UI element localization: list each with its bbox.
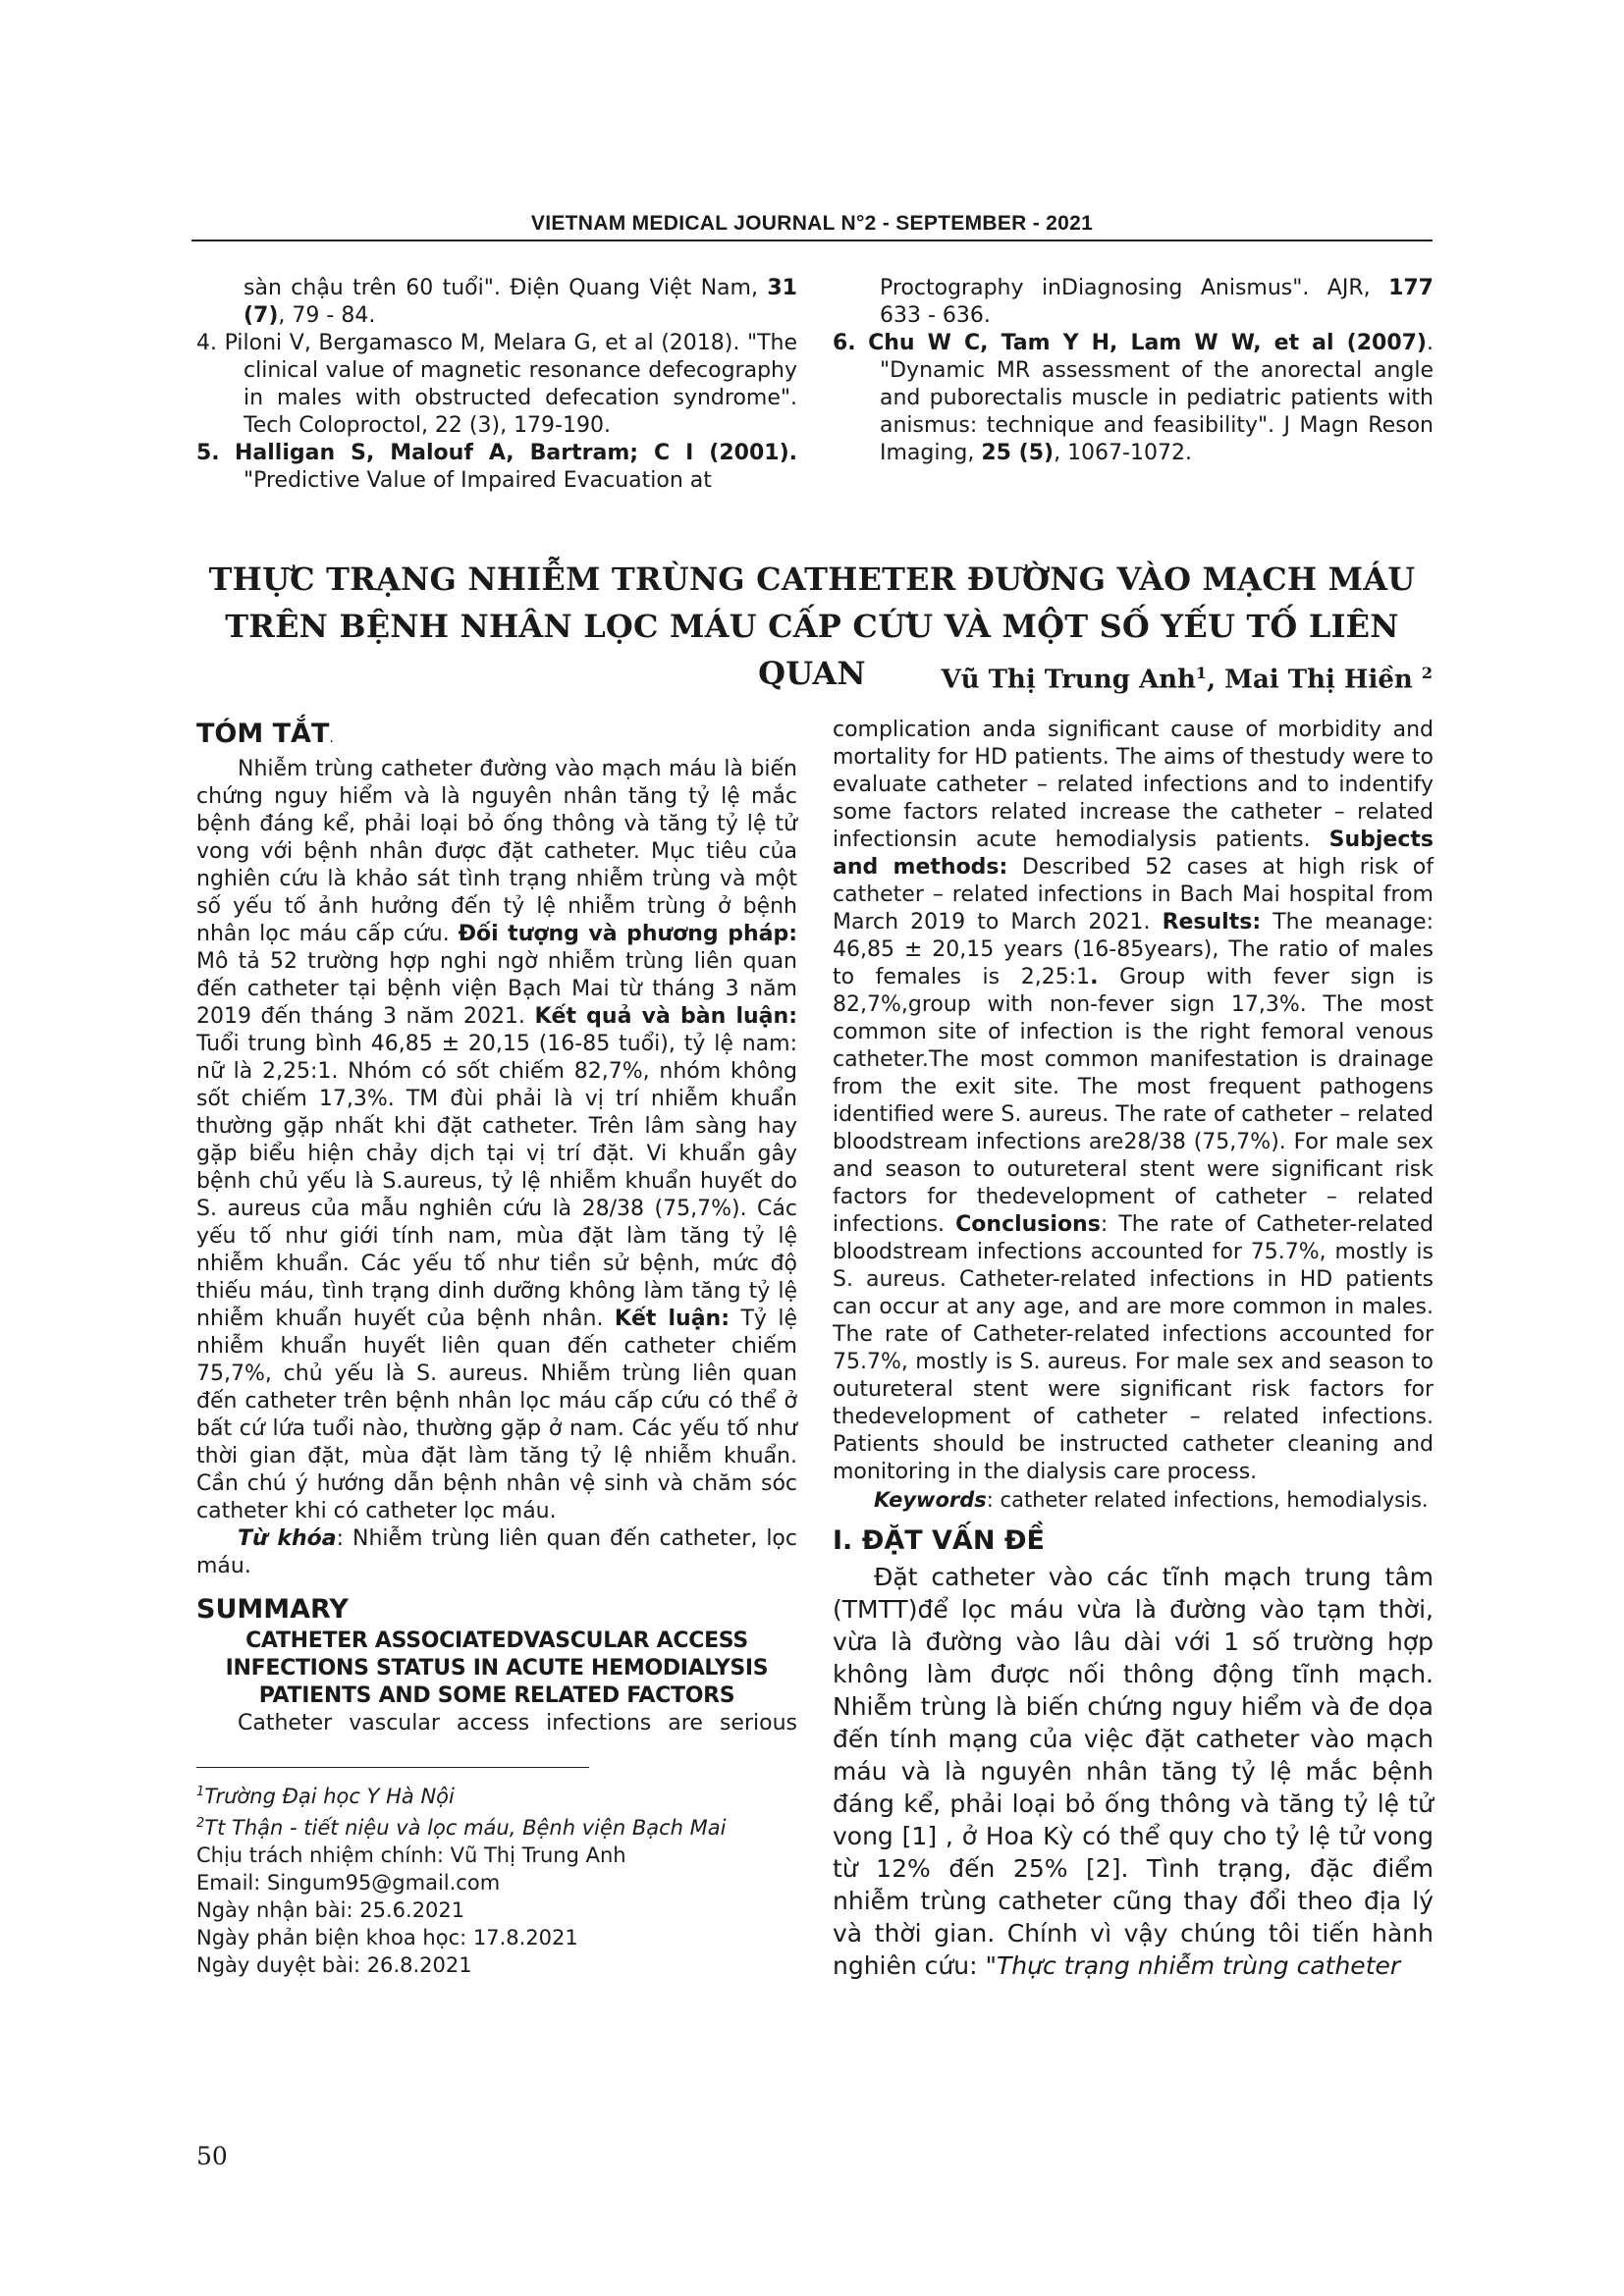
references-left <box>196 275 797 495</box>
left-column <box>196 719 797 1737</box>
summary-text-part: complication anda significant cause of morbidity and mortality for HD patients. The aims of thestudy were to evaluate catheter – related infections and to indentify some factors related increase the catheter – related infectionsin acute hemodialysis patients. <box>833 718 1434 852</box>
page-number: 50 <box>196 2142 228 2170</box>
footnote-approved: Ngày duyệt bài: 26.8.2021 <box>196 1953 472 1977</box>
intro-heading: I. ĐẶT VẤN ĐỀ <box>833 1525 1045 1556</box>
summary-bold-dot: . <box>1090 965 1099 989</box>
heading-text: TÓM TẮT <box>196 719 330 749</box>
abstract-text: Nhiễm trùng catheter đường vào mạch máu là biến chứng nguy hiểm và là nguyên nhân tăng tỷ lệ mắc bệnh đáng kể, phải loại bỏ ống thông và tăng tỷ lệ tử vong với bệnh nhân được đặt catheter. Mục tiêu của nghiên cứu là khảo sát tình trạng nhiễm trùng và một số yếu tố ảnh hưởng đến tỷ lệ nhiễm trùng ở bệnh nhân lọc máu cấp cứu. <box>196 757 797 946</box>
intro-text-part: Đặt catheter vào các tĩnh mạch trung tâm (TMTT)để lọc máu vừa là đường vào tạm thời, vừa là đường vào lâu dài với 1 số trường hợp không làm được nối thông động tĩnh mạch. Nhiễm trùng là biến chứng nguy hiểm và đe dọa đến tính mạng của việc đặt catheter vào mạch máu và là nguyên nhân tăng tỷ lệ mắc bệnh đáng kể, phải loại bỏ ống thông và tăng tỷ lệ tử vong [1] , ở Hoa Kỳ có thể quy cho tỷ lệ tử vong từ 12% đến 25% [2]. Tình trạng, đặc điểm nhiễm trùng catheter cũng thay đổi theo địa lý và thời gian. Chính vì vậy chúng tôi tiến hành nghiên cứu: <box>833 1563 1434 1980</box>
reference-text: "Predictive Value of Impaired Evacuation at <box>244 468 712 493</box>
article-title-line: THỰC TRẠNG NHIỄM TRÙNG CATHETER ĐƯỜNG VÀO MẠCH MÁU <box>208 561 1416 598</box>
reference-number: 6. <box>833 331 856 355</box>
reference-text: 633 - 636. <box>880 303 991 328</box>
reference-number: 5. <box>196 441 220 465</box>
reference-text: sàn chậu trên 60 tuổi". Điện Quang Việt Nam, <box>244 276 768 300</box>
author-name: Mai Thị Hiền <box>1224 665 1422 695</box>
summary-text-part: : The rate of Catheter-related bloodstream infections accounted for 75.7%, mostly is S. aureus. Catheter-related infections in HD patients can occur at any age, and are more common in males. The rate of Catheter-related infections accounted for 75.7%, mostly is S. aureus. For male sex and season to outureteral stent were significant risk factors for thedevelopment of catheter – related infections. Patients should be instructed catheter cleaning and monitoring in the dialysis care process. <box>833 1212 1434 1484</box>
reference-6 <box>833 330 1434 467</box>
author-affiliation-mark: 1 <box>1195 664 1208 682</box>
reference-4 <box>196 330 797 440</box>
keywords-text: : catheter related infections, hemodialysis. <box>986 1488 1429 1512</box>
reference-5 <box>196 440 797 495</box>
reference-text: , 79 - 84. <box>278 303 376 328</box>
author-separator: , <box>1207 665 1225 695</box>
reference-3-cont <box>196 275 797 330</box>
article-authors <box>941 664 1433 695</box>
abstract-vi-heading <box>196 719 797 754</box>
abstract-vi-text <box>196 756 797 1525</box>
reference-authors: Chu W C, Tam Y H, Lam W W, et al (2007) <box>868 331 1427 355</box>
summary-label: Subjects and methods: <box>833 828 1434 880</box>
footnote-received: Ngày nhận bài: 25.6.2021 <box>196 1898 465 1922</box>
reference-text: Proctography inDiagnosing Anismus". AJR, <box>880 276 1389 300</box>
abstract-label: Kết luận: <box>614 1307 731 1331</box>
abstract-text: Tuổi trung bình 46,85 ± 20,15 (16-85 tuổi), tỷ lệ nam: nữ là 2,25:1. Nhóm có sốt chiếm 82,7%, nhóm không sốt chiếm 17,3%. TM đùi phải là vị trí nhiễm khuẩn thường gặp nhất khi đặt catheter. Trên lâm sàng hay gặp biểu hiện chảy dịch tại vị trí đặt. Vi khuẩn gây bệnh chủ yếu là S.aureus, tỷ lệ nhiễm khuẩn huyết do S. aureus của mẫu nghiên cứu là 28/38 (75,7%). Các yếu tố như giới tính nam, mùa đặt làm tăng tỷ lệ nhiễm khuẩn. Các yếu tố như tiền sử bệnh, mức độ thiếu máu, tình trạng dinh dưỡng không làm tăng tỷ lệ nhiễm khuẩn huyết của bệnh nhân. <box>196 1032 797 1331</box>
summary-text <box>833 717 1434 1486</box>
keywords-text: : Nhiễm trùng liên quan đến catheter, lọc máu. <box>196 1526 797 1578</box>
footnote-reviewed: Ngày phản biện khoa học: 17.8.2021 <box>196 1926 578 1949</box>
author-affiliation-mark: 2 <box>1421 664 1433 682</box>
footnote-text: Tt Thận - tiết niệu và lọc máu, Bệnh viện Bạch Mai <box>204 1816 727 1840</box>
reference-authors: Halligan S, Malouf A, Bartram; C I (2001). <box>234 441 797 465</box>
summary-label: Conclusions <box>955 1212 1101 1237</box>
header-rule <box>191 240 1433 241</box>
reference-volume: 25 (5) <box>981 441 1055 465</box>
keywords-label: Keywords <box>874 1488 987 1512</box>
summary-title-line: INFECTIONS STATUS IN ACUTE HEMODIALYSIS <box>225 1656 769 1681</box>
footnote-text: Trường Đại học Y Hà Nội <box>204 1785 455 1808</box>
footnote-affiliation-2 <box>196 1810 797 1842</box>
reference-volume: 31 (7) <box>244 276 797 328</box>
reference-number: 4. <box>196 331 217 355</box>
footnote-mark: 2 <box>196 1816 205 1831</box>
footnote-mark: 1 <box>196 1785 205 1799</box>
abstract-text: Tỷ lệ nhiễm khuẩn huyết liên quan đến catheter chiếm 75,7%, chủ yếu là S. aureus. Nhiễm trùng liên quan đến catheter trên bệnh nhân lọc máu cấp cứu có thể ở bất cứ lứa tuổi nào, thường gặp ở nam. Các yếu tố như thời gian đặt, mùa đặt làm tăng tỷ lệ nhiễm khuẩn. Cần chú ý hướng dẫn bệnh nhân vệ sinh và chăm sóc catheter khi có catheter lọc máu. <box>196 1307 798 1523</box>
summary-text-start: Catheter vascular access infections are serious <box>238 1711 797 1735</box>
abstract-label: Đối tượng và phương pháp: <box>458 922 797 946</box>
summary-title <box>196 1628 797 1710</box>
summary-title-line: CATHETER ASSOCIATEDVASCULAR ACCESS <box>245 1629 748 1653</box>
reference-5-cont <box>833 275 1434 330</box>
summary-keywords <box>833 1486 1434 1514</box>
references-right <box>833 275 1434 467</box>
summary-heading: SUMMARY <box>196 1594 349 1625</box>
right-column <box>833 717 1434 1982</box>
intro-text <box>833 1561 1434 1982</box>
heading-dot: . <box>329 730 334 746</box>
journal-header: VIETNAM MEDICAL JOURNAL N°2 - SEPTEMBER - 2021 <box>530 212 1094 235</box>
abstract-text: Mô tả 52 trường hợp nghi ngờ nhiễm trùng liên quan đến catheter tại bệnh viện Bạch Mai từ tháng 3 năm 2019 đến tháng 3 năm 2021. <box>196 949 797 1029</box>
reference-text: , 1067-1072. <box>1054 441 1192 465</box>
abstract-vi-keywords <box>196 1525 797 1580</box>
summary-text-part: The meanage: 46,85 ± 20,15 years (16-85years), The ratio of males to females is 2,25:1 <box>833 910 1434 989</box>
summary-title-line: PATIENTS AND SOME RELATED FACTORS <box>258 1683 735 1708</box>
summary-label: Results: <box>1162 910 1262 934</box>
footnote-responsible: Chịu trách nhiệm chính: Vũ Thị Trung Anh <box>196 1843 626 1867</box>
summary-text-part: Group with fever sign is 82,7%,group with non-fever sign 17,3%. The most common site of infection is the right femoral venous catheter.The most common manifestation is drainage from the exit site. The most frequent pathogens identified were S. aureus. The rate of catheter – related bloodstream infections are28/38 (75,7%). For male sex and season to outureteral stent were significant risk factors for thedevelopment of catheter – related infections. <box>833 965 1434 1237</box>
footnote-affiliation-1 <box>196 1779 797 1810</box>
abstract-label: Kết quả và bàn luận: <box>534 1004 797 1029</box>
reference-text: . "Dynamic MR assessment of the anorectal angle and puborectalis muscle in pediatric patients with anismus: technique and feasibility". J Magn Reson Imaging, <box>880 331 1434 465</box>
author-name: Vũ Thị Trung Anh <box>941 665 1196 695</box>
summary-text-part: Described 52 cases at high risk of catheter – related infections in Bach Mai hospital from March 2019 to March 2021. <box>833 855 1434 934</box>
reference-volume: 177 <box>1388 276 1434 300</box>
footnotes <box>196 1779 797 1979</box>
footnote-email: Email: Singum95@gmail.com <box>196 1871 501 1895</box>
reference-text: Piloni V, Bergamasco M, Melara G, et al (2018). "The clinical value of magnetic resonance defecography in males with obstructed defecation syndrome". Tech Coloproctol, 22 (3), 179-190. <box>224 331 797 438</box>
keywords-label: Từ khóa <box>238 1526 337 1551</box>
footnote-rule <box>196 1767 589 1768</box>
intro-text-italic: "Thực trạng nhiễm trùng catheter <box>985 1951 1401 1980</box>
article-title-line: TRÊN BỆNH NHÂN LỌC MÁU CẤP CỨU VÀ MỘT SỐ YẾU TỐ LIÊN QUAN <box>225 608 1399 692</box>
